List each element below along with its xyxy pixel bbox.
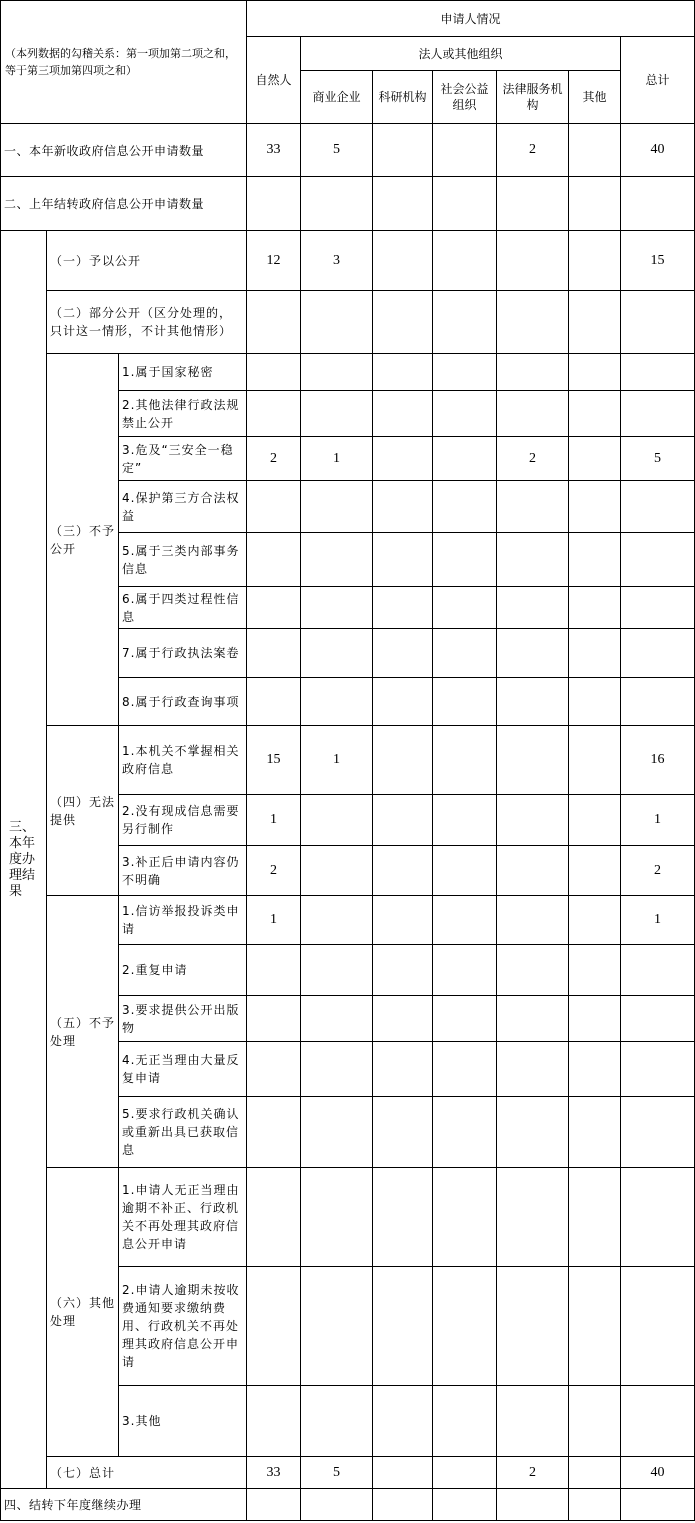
cell-total bbox=[621, 391, 695, 437]
cell-business bbox=[301, 896, 373, 945]
cell-other bbox=[569, 945, 621, 996]
cell-total: 16 bbox=[621, 726, 695, 795]
cell-business bbox=[301, 291, 373, 354]
cell-other bbox=[569, 124, 621, 177]
row-label: 一、本年新收政府信息公开申请数量 bbox=[1, 124, 247, 177]
cell-natural bbox=[247, 678, 301, 726]
cell-natural bbox=[247, 996, 301, 1042]
cell-total: 2 bbox=[621, 846, 695, 896]
cell-legal bbox=[497, 896, 569, 945]
cell-other bbox=[569, 846, 621, 896]
cell-legal bbox=[497, 726, 569, 795]
cell-welfare bbox=[433, 587, 497, 629]
cell-business bbox=[301, 1042, 373, 1097]
cell-welfare bbox=[433, 996, 497, 1042]
cell-natural bbox=[247, 587, 301, 629]
cell-legal bbox=[497, 533, 569, 587]
table-row bbox=[1, 291, 695, 354]
cell-total bbox=[621, 678, 695, 726]
cell-natural: 2 bbox=[247, 846, 301, 896]
cell-legal: 2 bbox=[497, 124, 569, 177]
cell-total bbox=[621, 481, 695, 533]
row-label: 3.补正后申请内容仍不明确 bbox=[119, 846, 247, 896]
cell-total bbox=[621, 1042, 695, 1097]
cell-research bbox=[373, 945, 433, 996]
cell-legal bbox=[497, 1042, 569, 1097]
cell-research bbox=[373, 629, 433, 678]
row-label: 6.属于四类过程性信息 bbox=[119, 587, 247, 629]
cell-other bbox=[569, 1267, 621, 1386]
cell-research bbox=[373, 1042, 433, 1097]
cell-natural bbox=[247, 1042, 301, 1097]
row-label: 3.其他 bbox=[119, 1386, 247, 1457]
cell-research bbox=[373, 1168, 433, 1267]
row-label: 5.要求行政机关确认或重新出具已获取信息 bbox=[119, 1097, 247, 1168]
row-label: 4.保护第三方合法权益 bbox=[119, 481, 247, 533]
cell-legal bbox=[497, 291, 569, 354]
cell-research bbox=[373, 437, 433, 481]
row-label: 2.重复申请 bbox=[119, 945, 247, 996]
cell-business bbox=[301, 629, 373, 678]
cell-research bbox=[373, 1489, 433, 1521]
cell-total: 1 bbox=[621, 795, 695, 846]
cell-natural bbox=[247, 1168, 301, 1267]
cell-research bbox=[373, 1457, 433, 1489]
cell-business bbox=[301, 587, 373, 629]
cell-research bbox=[373, 726, 433, 795]
table-row bbox=[1, 726, 695, 795]
cell-other bbox=[569, 1168, 621, 1267]
cell-other bbox=[569, 587, 621, 629]
cell-welfare bbox=[433, 1489, 497, 1521]
cell-total bbox=[621, 1267, 695, 1386]
row-label: 3.危及“三安全一稳定” bbox=[119, 437, 247, 481]
table-row bbox=[1, 1168, 695, 1267]
cell-research bbox=[373, 391, 433, 437]
cell-legal bbox=[497, 231, 569, 291]
row-label: 四、结转下年度继续办理 bbox=[1, 1489, 247, 1521]
cell-natural: 33 bbox=[247, 124, 301, 177]
cell-natural: 33 bbox=[247, 1457, 301, 1489]
cell-total bbox=[621, 533, 695, 587]
cell-other bbox=[569, 1489, 621, 1521]
cell-legal bbox=[497, 587, 569, 629]
cell-legal: 2 bbox=[497, 1457, 569, 1489]
cell-research bbox=[373, 231, 433, 291]
cell-research bbox=[373, 291, 433, 354]
cell-welfare bbox=[433, 124, 497, 177]
cell-business bbox=[301, 354, 373, 391]
row-label: （二）部分公开（区分处理的，只计这一情形，不计其他情形） bbox=[47, 291, 247, 354]
cell-other bbox=[569, 291, 621, 354]
cell-research bbox=[373, 1386, 433, 1457]
category-cannot-provide: （四）无法提供 bbox=[47, 726, 119, 896]
cell-natural bbox=[247, 629, 301, 678]
cell-research bbox=[373, 533, 433, 587]
table-row bbox=[1, 1489, 695, 1521]
cell-other bbox=[569, 481, 621, 533]
cell-welfare bbox=[433, 1168, 497, 1267]
row-label: （七）总计 bbox=[47, 1457, 247, 1489]
cell-research bbox=[373, 177, 433, 231]
row-label: （一）予以公开 bbox=[47, 231, 247, 291]
cell-legal bbox=[497, 1267, 569, 1386]
cell-research bbox=[373, 795, 433, 846]
category-not-disclose: （三）不予公开 bbox=[47, 354, 119, 726]
cell-welfare bbox=[433, 945, 497, 996]
header-business: 商业企业 bbox=[301, 71, 373, 124]
cell-natural bbox=[247, 291, 301, 354]
cell-natural bbox=[247, 177, 301, 231]
cell-welfare bbox=[433, 481, 497, 533]
cell-legal bbox=[497, 629, 569, 678]
cell-total bbox=[621, 291, 695, 354]
cell-natural bbox=[247, 481, 301, 533]
cell-other bbox=[569, 1457, 621, 1489]
header-research: 科研机构 bbox=[373, 71, 433, 124]
cell-business bbox=[301, 1386, 373, 1457]
cell-business bbox=[301, 678, 373, 726]
cell-natural bbox=[247, 391, 301, 437]
cell-total bbox=[621, 177, 695, 231]
cell-total bbox=[621, 1489, 695, 1521]
cell-welfare bbox=[433, 629, 497, 678]
row-label: 3.要求提供公开出版物 bbox=[119, 996, 247, 1042]
cell-natural: 12 bbox=[247, 231, 301, 291]
cell-welfare bbox=[433, 1267, 497, 1386]
cell-natural: 2 bbox=[247, 437, 301, 481]
cell-welfare bbox=[433, 726, 497, 795]
cell-legal bbox=[497, 678, 569, 726]
cell-business bbox=[301, 846, 373, 896]
header-other: 其他 bbox=[569, 71, 621, 124]
cell-research bbox=[373, 1097, 433, 1168]
cell-natural bbox=[247, 1267, 301, 1386]
header-total: 总计 bbox=[621, 37, 695, 124]
cell-research bbox=[373, 996, 433, 1042]
header-legal-group: 法人或其他组织 bbox=[301, 37, 621, 71]
cell-natural bbox=[247, 945, 301, 996]
cell-legal bbox=[497, 391, 569, 437]
cell-other bbox=[569, 231, 621, 291]
cell-other bbox=[569, 1042, 621, 1097]
cell-research bbox=[373, 354, 433, 391]
cell-welfare bbox=[433, 291, 497, 354]
cell-business bbox=[301, 177, 373, 231]
row-label: 1.信访举报投诉类申请 bbox=[119, 896, 247, 945]
cell-total bbox=[621, 996, 695, 1042]
header-natural-person: 自然人 bbox=[247, 37, 301, 124]
cell-total bbox=[621, 1097, 695, 1168]
row-label: 2.没有现成信息需要另行制作 bbox=[119, 795, 247, 846]
header-note: （本列数据的勾稽关系：第一项加第二项之和，等于第三项加第四项之和） bbox=[1, 1, 247, 124]
cell-legal bbox=[497, 1168, 569, 1267]
cell-welfare bbox=[433, 391, 497, 437]
cell-legal bbox=[497, 846, 569, 896]
cell-total: 5 bbox=[621, 437, 695, 481]
cell-natural bbox=[247, 354, 301, 391]
cell-other bbox=[569, 391, 621, 437]
header-legal-service: 法律服务机构 bbox=[497, 71, 569, 124]
cell-total bbox=[621, 354, 695, 391]
cell-welfare bbox=[433, 896, 497, 945]
cell-welfare bbox=[433, 533, 497, 587]
cell-welfare bbox=[433, 1042, 497, 1097]
table-row bbox=[1, 1457, 695, 1489]
cell-total: 40 bbox=[621, 124, 695, 177]
cell-legal bbox=[497, 945, 569, 996]
cell-welfare bbox=[433, 354, 497, 391]
cell-welfare bbox=[433, 795, 497, 846]
row-label: 1.本机关不掌握相关政府信息 bbox=[119, 726, 247, 795]
row-label: 8.属于行政查询事项 bbox=[119, 678, 247, 726]
cell-legal bbox=[497, 177, 569, 231]
cell-business bbox=[301, 481, 373, 533]
cell-total: 15 bbox=[621, 231, 695, 291]
cell-business: 5 bbox=[301, 124, 373, 177]
cell-total bbox=[621, 1386, 695, 1457]
cell-business bbox=[301, 391, 373, 437]
table-row bbox=[1, 124, 695, 177]
cell-other bbox=[569, 629, 621, 678]
cell-welfare bbox=[433, 846, 497, 896]
cell-natural: 15 bbox=[247, 726, 301, 795]
cell-business bbox=[301, 1168, 373, 1267]
table-row bbox=[1, 231, 695, 291]
cell-research bbox=[373, 481, 433, 533]
cell-other bbox=[569, 1386, 621, 1457]
cell-total bbox=[621, 629, 695, 678]
cell-business bbox=[301, 945, 373, 996]
table-row bbox=[1, 354, 695, 391]
cell-welfare bbox=[433, 231, 497, 291]
cell-other bbox=[569, 726, 621, 795]
cell-natural bbox=[247, 1097, 301, 1168]
cell-research bbox=[373, 678, 433, 726]
table-row bbox=[1, 896, 695, 945]
cell-welfare bbox=[433, 1386, 497, 1457]
cell-other bbox=[569, 533, 621, 587]
cell-legal: 2 bbox=[497, 437, 569, 481]
cell-total: 40 bbox=[621, 1457, 695, 1489]
cell-business: 1 bbox=[301, 437, 373, 481]
cell-legal bbox=[497, 1097, 569, 1168]
cell-total bbox=[621, 587, 695, 629]
row-label: 5.属于三类内部事务信息 bbox=[119, 533, 247, 587]
cell-business bbox=[301, 1097, 373, 1168]
section-3-label: 三、本年度办理结果 bbox=[1, 231, 47, 1489]
cell-research bbox=[373, 1267, 433, 1386]
cell-business bbox=[301, 533, 373, 587]
cell-research bbox=[373, 587, 433, 629]
table-row bbox=[1, 177, 695, 231]
cell-welfare bbox=[433, 1457, 497, 1489]
cell-total bbox=[621, 1168, 695, 1267]
cell-business bbox=[301, 996, 373, 1042]
cell-welfare bbox=[433, 678, 497, 726]
cell-other bbox=[569, 896, 621, 945]
row-label: 2.申请人逾期未按收费通知要求缴纳费用、行政机关不再处理其政府信息公开申请 bbox=[119, 1267, 247, 1386]
row-label: 二、上年结转政府信息公开申请数量 bbox=[1, 177, 247, 231]
cell-legal bbox=[497, 1489, 569, 1521]
row-label: 4.无正当理由大量反复申请 bbox=[119, 1042, 247, 1097]
cell-business: 3 bbox=[301, 231, 373, 291]
cell-natural bbox=[247, 1386, 301, 1457]
cell-legal bbox=[497, 996, 569, 1042]
header-public-welfare: 社会公益组织 bbox=[433, 71, 497, 124]
cell-business: 1 bbox=[301, 726, 373, 795]
cell-natural: 1 bbox=[247, 896, 301, 945]
cell-business: 5 bbox=[301, 1457, 373, 1489]
cell-research bbox=[373, 124, 433, 177]
cell-research bbox=[373, 846, 433, 896]
cell-total bbox=[621, 945, 695, 996]
category-not-handled: （五）不予处理 bbox=[47, 896, 119, 1168]
row-label: 1.属于国家秘密 bbox=[119, 354, 247, 391]
cell-legal bbox=[497, 354, 569, 391]
row-label: 7.属于行政执法案卷 bbox=[119, 629, 247, 678]
cell-natural bbox=[247, 1489, 301, 1521]
cell-legal bbox=[497, 1386, 569, 1457]
cell-other bbox=[569, 795, 621, 846]
cell-natural: 1 bbox=[247, 795, 301, 846]
cell-other bbox=[569, 437, 621, 481]
cell-natural bbox=[247, 533, 301, 587]
cell-other bbox=[569, 996, 621, 1042]
cell-other bbox=[569, 177, 621, 231]
row-label: 2.其他法律行政法规禁止公开 bbox=[119, 391, 247, 437]
cell-research bbox=[373, 896, 433, 945]
cell-other bbox=[569, 678, 621, 726]
cell-business bbox=[301, 1267, 373, 1386]
cell-welfare bbox=[433, 437, 497, 481]
cell-legal bbox=[497, 481, 569, 533]
cell-other bbox=[569, 1097, 621, 1168]
cell-total: 1 bbox=[621, 896, 695, 945]
category-other-handling: （六）其他处理 bbox=[47, 1168, 119, 1457]
cell-welfare bbox=[433, 177, 497, 231]
cell-legal bbox=[497, 795, 569, 846]
cell-business bbox=[301, 1489, 373, 1521]
cell-business bbox=[301, 795, 373, 846]
row-label: 1.申请人无正当理由逾期不补正、行政机关不再处理其政府信息公开申请 bbox=[119, 1168, 247, 1267]
header-applicant: 申请人情况 bbox=[247, 1, 695, 37]
cell-welfare bbox=[433, 1097, 497, 1168]
cell-other bbox=[569, 354, 621, 391]
